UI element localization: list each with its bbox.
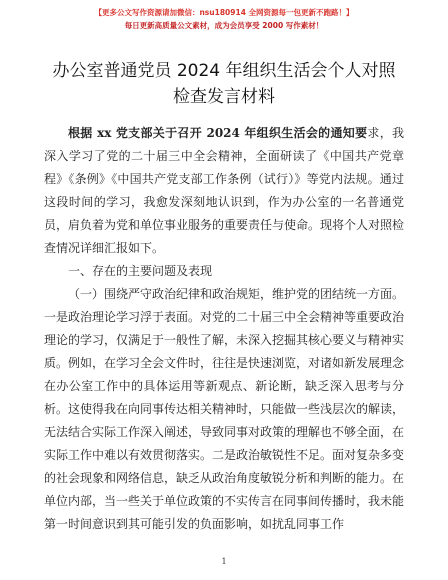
intro-paragraph [44, 122, 404, 260]
promo-banner [0, 6, 448, 32]
intro-bold-lead: 根据 xx 党支部关于召开 2024 年组织生活会的通知要 [68, 126, 368, 140]
promo-banner-line-2: 每日更新高质量公文素材，成为会员享受 2000 写作素材！ [124, 21, 324, 30]
page-number: 1 [221, 557, 227, 566]
promo-banner-line-1: 【更多公文写作资源请加微信：nsu180914 全网资源每一包更新不跑路！】 [94, 8, 354, 17]
intro-body: 求，我深入学习了党的二十届三中全会精神，全面研读了《中国共产党章程》《条例》《中国共产党支部工作条例（试行）》等党内法规。通过这段时间的学习，我愈发深刻地认识到，作为办公室的一名普通党员，肩负着为党和单位事业服务的重要责任与使命。现将个人对照检查情况详细汇报如下。 [44, 126, 405, 255]
section-heading: 一、存在的主要问题及表现 [68, 264, 213, 278]
point-1-paragraph: （一）围绕严守政治纪律和政治规矩，维护党的团结统一方面。一是政治理论学习浮于表面。对党的二十届三中全会精神等重要政治理论的学习，仅满足于一般性了解，未深入挖掘其核心要义与精神实质。例如，在学习全会文件时，往往是快速浏览，对诸如新发展理念在办公室工作中的具体运用等新观点、新论断，缺乏深入思考与分析。这使得我在向同事传达相关精神时，只能做一些浅层次的解读，无法结合实际工作深入阐述，导致同事对政策的理解也不够全面，在实际工作中难以有效贯彻落实。二是政治敏锐性不足。面对复杂多变的社会现象和网络信息，缺乏从政治角度敏锐分析和判断的能力。在单位内部，当一些关于单位政策的不实传言在同事间传播时，我未能第一时间意识到其可能引发的负面影响，如扰乱同事工作 [44, 287, 405, 531]
document-title: 办公室普通党员 2024 年组织生活会个人对照检查发言材料 [52, 61, 396, 107]
document-page [44, 58, 404, 536]
